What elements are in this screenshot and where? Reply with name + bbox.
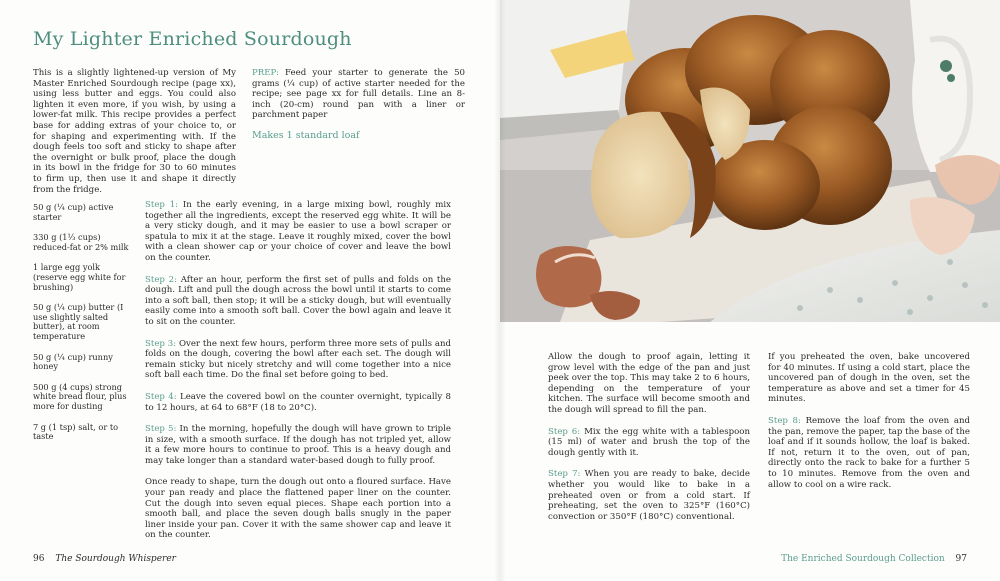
step-paragraph — [768, 416, 970, 490]
book-gutter — [494, 0, 506, 581]
ingredient-item: 50 g (¼ cup) runny honey — [33, 351, 113, 372]
step-label: Step 3: — [145, 338, 177, 349]
milk-jug — [910, 0, 1000, 172]
step-paragraph — [145, 339, 451, 381]
ingredient-item: 7 g (1 tsp) salt, or to taste — [33, 421, 119, 442]
step-paragraph — [145, 424, 451, 466]
step-text: In the morning, hopefully the dough will have grown to triple in size, with a smooth surface. If the dough has not tripled yet, allow it a few more hours to continue to proof. This is a heavy dough and may take longer than a standard water-based dough to fully proof. — [145, 424, 451, 466]
step-text: Mix the egg white with a tablespoon (15 ml) of water and brush the top of the dough gently with it. — [548, 426, 750, 458]
yield-text: Makes 1 standard loaf — [252, 129, 360, 141]
shape-paragraph: Once ready to shape, turn the dough out onto a floured surface. Have your pan ready and place the flattened paper liner on the counter. Cut the dough into seven equal pieces. Shape each portion into a smooth ball, and place the seven dough balls snugly in the paper liner inside your pan. Cover it with the same shower cap and leave it on the counter. — [145, 477, 451, 541]
butter-dish — [500, 0, 635, 140]
step-text: Remove the loaf from the oven and the pan, remove the paper, tap the base of the loaf and if it sounds hollow, the loaf is baked. If not, return it to the oven, out of pan, directly onto the rack to bake for a further 5 to 10 minutes. Remove from the oven and allow to cool on a wire rack. — [768, 415, 970, 490]
ingredient-item: 50 g (¼ cup) butter (I use slightly salted butter), at room temperature — [33, 302, 124, 341]
page-number: 97 — [955, 554, 967, 564]
ingredient-item: 500 g (4 cups) strong white bread flour, plus more for dusting — [33, 381, 127, 411]
ingredient-item: 330 g (1⅓ cups) reduced-fat or 2% milk — [33, 232, 129, 252]
coldstart-paragraph: If you preheated the oven, bake uncovered for 40 minutes. If using a cold start, place the uncovered pan of dough in the oven, set the temperature as above and set a timer for 45 minutes. — [768, 352, 970, 405]
prep-label: PREP: — [252, 68, 279, 78]
step-text: When you are ready to bake, decide whether you would like to bake in a preheated oven or from a cold start. If preheating, set the oven to 325°F (160°C) convection or 350°F (180°C) conventional. — [548, 469, 750, 522]
right-column-b — [768, 352, 970, 501]
step-paragraph — [145, 200, 451, 264]
step-paragraph — [548, 469, 750, 522]
step-label: Step 2: — [145, 274, 177, 285]
bread-illustration — [500, 0, 1000, 322]
step-paragraph — [145, 392, 451, 413]
step-paragraph — [548, 427, 750, 459]
step-label: Step 1: — [145, 200, 179, 210]
recipe-title: My Lighter Enriched Sourdough — [33, 28, 352, 50]
method-steps — [145, 200, 451, 552]
proof-paragraph: Allow the dough to proof again, letting it grow level with the edge of the pan and just peek over the top. This may take 2 to 6 hours, depending on the temperature of your kitchen. The surface will become smooth and the dough will spread to fill the pan. — [548, 352, 750, 415]
prep-block — [252, 68, 465, 142]
right-column-a — [548, 352, 750, 533]
step-text: Over the next few hours, perform three more sets of pulls and folds on the dough, covering the bowl after each set. The dough will remain sticky but nicely stretchy and will come together into a nice soft ball each time. Do the final set before going to bed. — [145, 338, 451, 381]
intro-paragraph: This is a slightly lightened-up version of My Master Enriched Sourdough recipe (page xx), using less butter and eggs. You could also lighten it even more, if you wish, by using a lower-fat milk. This recipe provides a perfect base for adding extras of your choice to, or for shaping and experimenting with. If the dough feels too soft and sticky to shape after the overnight or bulk proof, place the dough in its bowl in the fridge for 30 to 60 minutes to firm up, then use it and shape it directly from the fridge. — [33, 68, 236, 195]
step-text: Leave the covered bowl on the counter overnight, typically 8 to 12 hours, at 64 to 68°F (18 to 20°C). — [145, 391, 451, 413]
right-folio — [781, 554, 967, 564]
page-number: 96 — [33, 554, 45, 564]
book-title: The Sourdough Whisperer — [55, 554, 176, 564]
step-label: Step 7: — [548, 469, 581, 480]
step-label: Step 4: — [145, 391, 177, 402]
step-label: Step 8: — [768, 415, 801, 426]
right-page — [500, 0, 1000, 581]
ingredient-list — [33, 203, 133, 453]
section-title: The Enriched Sourdough Collection — [781, 554, 945, 564]
step-label: Step 5: — [145, 424, 177, 435]
left-folio — [33, 554, 176, 564]
ingredient-item: 50 g (¼ cup) active starter — [33, 202, 114, 222]
step-text: In the early evening, in a large mixing bowl, roughly mix together all the ingredients, except the reserved egg white. It will be a very sticky dough, and it may be easier to use a bowl scraper or spatula to mix it at the stage. Leave it roughly mixed, cover the bowl with a clean shower cap or your choice of cover and leave the bowl on the counter. — [145, 200, 451, 263]
step-text: After an hour, perform the first set of pulls and folds on the dough. Lift and pull the dough across the bowl until it starts to come into a soft ball, then stop; it will be a sticky dough, but will eventually easily come into a smooth soft ball. Cover the bowl again and leave it to sit on the counter. — [145, 274, 452, 327]
ingredient-item: 1 large egg yolk (reserve egg white for brushing) — [33, 262, 126, 292]
prep-text: Feed your starter to generate the 50 grams (¼ cup) of active starter needed for the recipe; see page xx for full details. Line an 8-inch (20-cm) round pan with a liner or parchment paper — [252, 68, 466, 121]
step-label: Step 6: — [548, 426, 581, 437]
step-paragraph — [145, 275, 451, 328]
bread-photo — [500, 0, 1000, 322]
